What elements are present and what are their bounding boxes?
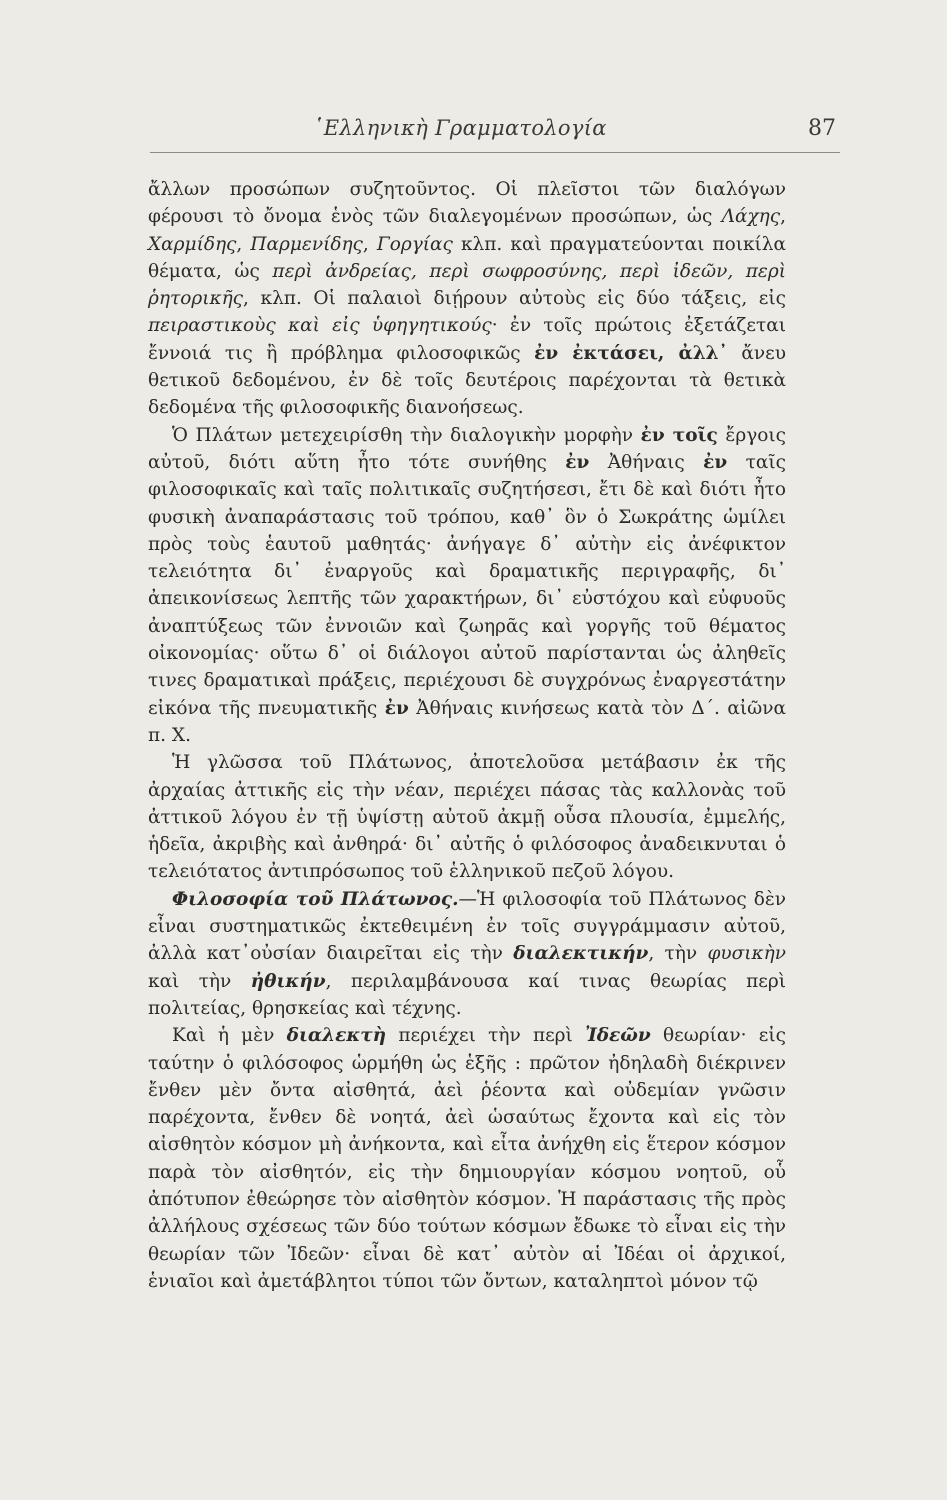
running-header xyxy=(150,116,840,150)
paragraph-dialogue-form xyxy=(148,422,786,750)
text-span: Ὁ Πλάτων μετεχειρίσθη τὴν διαλογικὴν μορφὴν xyxy=(172,424,641,446)
paragraph-philosophy xyxy=(148,886,786,1022)
text-span: περιέχει τὴν περὶ xyxy=(386,1025,586,1047)
text-span: , xyxy=(362,233,377,255)
bold-phrase: ἐν xyxy=(384,697,409,719)
italic-name: Λάχης xyxy=(721,206,781,228)
text-span: κλπ. καὶ πραγματεύονται ποικίλα θέματα, ὡς xyxy=(148,233,786,282)
italic-topics: περὶ ἀνδρείας, περὶ σωφροσύνης, περὶ ἰδεῶν, περὶ ῥητορικῆς xyxy=(148,260,786,310)
italic-name: Γοργίας xyxy=(376,233,453,255)
italic-term: ἠθικήν xyxy=(250,970,326,992)
text-span: Καὶ ἡ μὲν xyxy=(172,1025,287,1047)
text-span: καὶ τὴν xyxy=(148,970,251,992)
paragraph-dialogues xyxy=(148,176,786,422)
text-span: Ἀθήναις κινήσεως κατὰ τὸν Δ΄. αἰῶνα π. Χ. xyxy=(148,697,786,746)
bold-phrase: ἐν xyxy=(703,451,728,473)
text-span: · ἐν τοῖς πρώτοις ἐξετάζεται ἔννοιά τις ἢ πρόβλημα φιλοσοφικῶς xyxy=(148,315,786,364)
italic-name: Παρμενίδης xyxy=(250,233,363,255)
paragraph-language xyxy=(148,749,786,885)
text-span: —Ἡ φιλοσοφία τοῦ Πλάτωνος δὲν εἶναι συστηματικῶς ἐκτεθειμένη ἐν τοῖς συγγράμμασιν αὐτοῦ, ἀλλὰ κατ᾽οὐσίαν διαιρεῖται εἰς τὴν xyxy=(148,888,787,965)
body-text xyxy=(148,176,786,1295)
text-span: ἄνευ θετικοῦ δεδομένου, ἐν δὲ τοῖς δευτέροις παρέχονται τὰ θετικὰ δεδομένα τῆς φιλοσοφικῆς διανοήσεως. xyxy=(148,342,786,419)
italic-term: Ἰδεῶν xyxy=(585,1025,651,1047)
text-span: θεωρίαν· εἰς ταύτην ὁ φιλόσοφος ὡρμήθη ὡς ἑξῆς : πρῶτον ἠδηλαδὴ διέκρινεν ἔνθεν μὲν ὄντα αἰσθητά, ἀεὶ ῥέοντα καὶ οὐδεμίαν γνῶσιν παρέχοντα, ἔνθεν δὲ νοητά, ἀεὶ ὡσαύτως ἔχοντα καὶ εἰς τὸν αἰσθητὸν κόσμον μὴ ἀνήκοντα, καὶ εἶτα ἀνήχθη εἰς ἕτερον κόσμον παρὰ τὸν αἰσθητόν, εἰς τὴν δημιουργίαν κόσμου νοητοῦ, οὗ ἀπότυπον ἐθεώρησε τὸν αἰσθητὸν κόσμον. Ἡ παράστασις τῆς πρὸς ἀλλήλους σχέσεως τῶν δύο τούτων κόσμων ἔδωκε τὸ εἶναι εἰς τὴν θεωρίαν τῶν Ἰδεῶν· εἶναι δὲ κατ᾽ αὐτὸν αἱ Ἰδέαι οἱ ἀρχικοί, ἑνιαῖοι καὶ ἀμετάβλητοι τύποι τῶν ὄντων, καταληπτοὶ μόνον τῷ xyxy=(148,1025,786,1292)
text-span: , περιλαμβάνουσα καί τινας θεωρίας περὶ πολιτείας, θρησκείας καὶ τέχνης. xyxy=(148,970,786,1019)
running-title: ῾Ελληνικὴ Γραμματολογία xyxy=(313,116,607,140)
header-rule xyxy=(150,152,840,153)
text-span: Ἀθήναις xyxy=(589,451,704,473)
italic-name: Χαρμίδης xyxy=(148,233,237,255)
bold-phrase: ἐν xyxy=(565,451,590,473)
text-span: ταῖς φιλοσοφικαῖς καὶ ταῖς πολιτικαῖς συζητήσεσι, ἔτι δὲ καὶ διότι ἦτο φυσικὴ ἀναπαράστασις τοῦ τρόπου, καθ᾽ ὃν ὁ Σωκράτης ὡμίλει πρὸς τοὺς ἑαυτοῦ μαθητάς· ἀνήγαγε δ᾽ αὐτὴν εἰς ἀνέφικτον τελειότητα δι᾽ ἐναργοῦς καὶ δραματικῆς περιγραφῆς, δι᾽ ἀπεικονίσεως λεπτῆς τῶν χαρακτήρων, δι᾽ εὐστόχου καὶ εὐφυοῦς ἀναπτύξεως τῶν ἐννοιῶν καὶ ζωηρᾶς καὶ γοργῆς τοῦ θέματος οἰκονομίας· οὕτω δ᾽ οἱ διάλογοι αὐτοῦ παρίστανται ὡς ἀληθεῖς τινες δραματικαὶ πράξεις, περιέχουσι δὲ συγχρόνως ἐναργεστάτην εἰκόνα τῆς πνευματικῆς xyxy=(148,451,786,719)
text-span: Ἡ γλῶσσα τοῦ Πλάτωνος, ἀποτελοῦσα μετάβασιν ἐκ τῆς ἀρχαίας ἀττικῆς εἰς τὴν νέαν, περιέχει πάσας τὰς καλλονὰς τοῦ ἀττικοῦ λόγου ἐν τῇ ὑψίστῃ αὐτοῦ ἀκμῇ οὖσα πλουσία, ἐμμελής, ἡδεῖα, ἀκριβὴς καὶ ἀνθηρά· δι᾽ αὐτῆς ὁ φιλόσοφος ἀναδεικνυται ὁ τελειότατος ἀντιπρόσωπος τοῦ ἑλληνικοῦ πεζοῦ λόγου. xyxy=(148,752,786,883)
italic-term: διαλεκτὴ xyxy=(286,1025,387,1047)
italic-term: πειραστικοὺς καὶ εἰς ὑφηγητικούς xyxy=(148,315,492,337)
text-span: ἄλλων προσώπων συζητοῦντος. Οἱ πλεῖστοι τῶν διαλόγων φέρουσι τὸ ὄνομα ἑνὸς τῶν διαλεγομένων προσώπων, ὡς xyxy=(148,179,786,228)
text-span: ἔργοις αὐτοῦ, διότι αὕτη ἦτο τότε συνήθης xyxy=(148,424,787,473)
text-span: , xyxy=(780,206,786,228)
text-span: , τὴν xyxy=(648,943,708,965)
italic-term: φυσικὴν xyxy=(707,943,786,965)
paragraph-ideas xyxy=(148,1022,786,1295)
bold-phrase: ἐν τοῖς xyxy=(640,424,718,446)
text-span: , xyxy=(236,233,251,255)
page-number: 87 xyxy=(808,116,836,141)
bold-phrase: ἐν ἐκτάσει, ἀλλ᾽ xyxy=(534,342,728,364)
section-heading: Φιλοσοφία τοῦ Πλάτωνος. xyxy=(172,888,459,910)
text-span: , κλπ. Οἱ παλαιοὶ διῄρουν αὐτοὺς εἰς δύο τάξεις, εἰς xyxy=(243,288,786,310)
italic-term: διαλεκτικήν xyxy=(513,943,649,965)
